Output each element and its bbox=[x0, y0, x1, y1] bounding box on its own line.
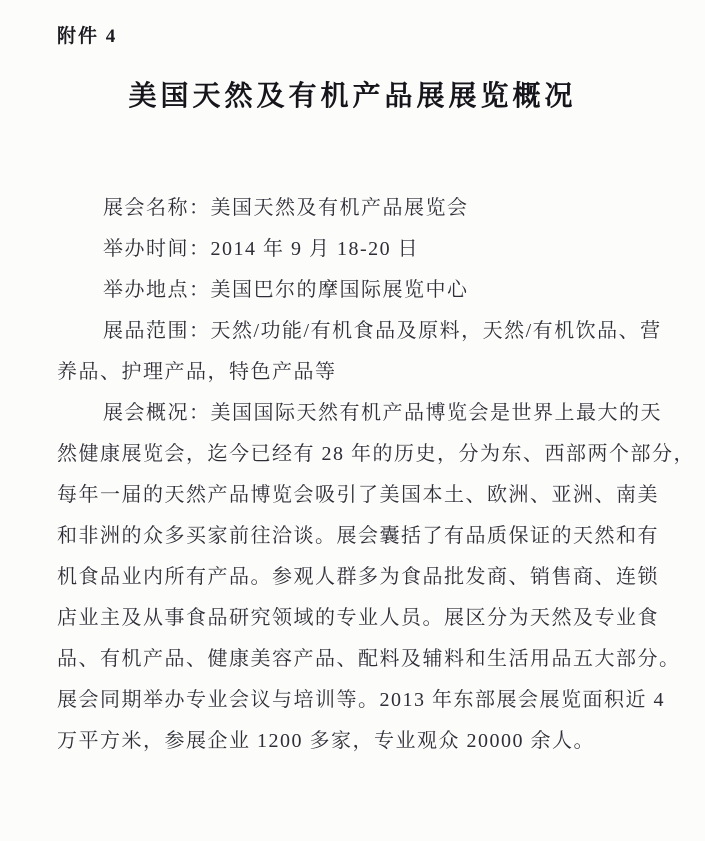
body-line: 展会名称：美国天然及有机产品展览会 bbox=[103, 197, 469, 219]
attachment-label: 附件 4 bbox=[57, 26, 118, 47]
body-line: 品、有机产品、健康美容产品、配料及辅料和生活用品五大部分。 bbox=[57, 648, 681, 670]
body-line: 万平方米，参展企业 1200 多家，专业观众 20000 余人。 bbox=[57, 730, 595, 752]
body-line: 举办地点：美国巴尔的摩国际展览中心 bbox=[103, 279, 469, 301]
body-line: 店业主及从事食品研究领域的专业人员。展区分为天然及专业食 bbox=[57, 607, 659, 629]
body-line: 每年一届的天然产品博览会吸引了美国本土、欧洲、亚洲、南美 bbox=[57, 484, 659, 506]
page-title: 美国天然及有机产品展展览概况 bbox=[128, 81, 577, 112]
body-line: 展会概况：美国国际天然有机产品博览会是世界上最大的天 bbox=[103, 402, 662, 424]
body-line: 和非洲的众多买家前往洽谈。展会囊括了有品质保证的天然和有 bbox=[57, 525, 659, 547]
document-body bbox=[57, 188, 695, 762]
body-line: 养品、护理产品，特色产品等 bbox=[57, 361, 337, 383]
body-line: 展会同期举办专业会议与培训等。2013 年东部展会展览面积近 4 bbox=[57, 689, 665, 711]
body-line: 举办时间：2014 年 9 月 18-20 日 bbox=[103, 238, 420, 260]
body-line: 然健康展览会，迄今已经有 28 年的历史，分为东、西部两个部分， bbox=[57, 443, 695, 465]
body-line: 机食品业内所有产品。参观人群多为食品批发商、销售商、连锁 bbox=[57, 566, 659, 588]
body-line: 展品范围：天然/功能/有机食品及原料，天然/有机饮品、营 bbox=[103, 320, 662, 342]
